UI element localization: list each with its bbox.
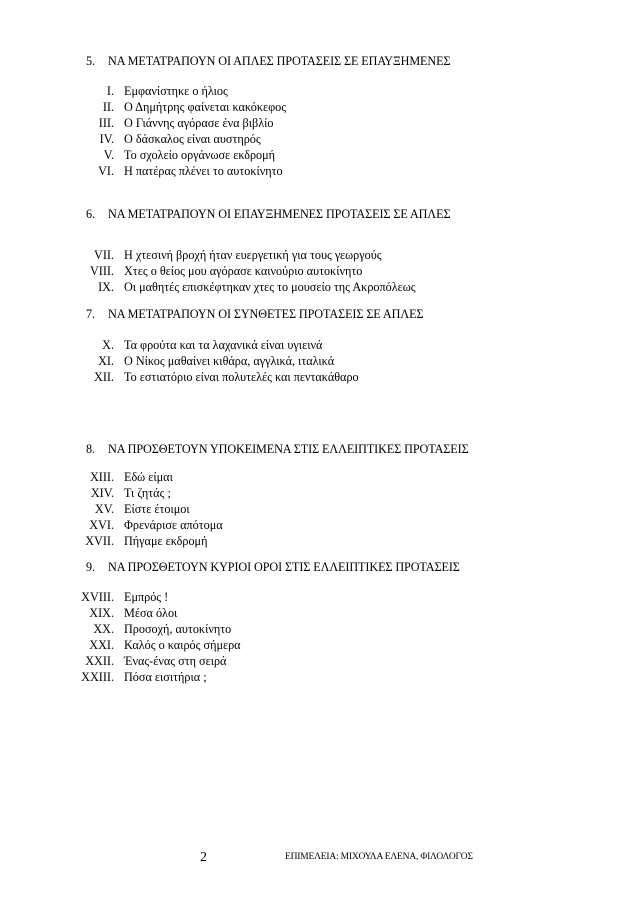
list-item xyxy=(0,369,359,385)
list-item xyxy=(0,637,241,653)
list-item xyxy=(0,131,261,147)
list-item xyxy=(0,469,173,485)
roman-numeral: XVIII. xyxy=(81,590,114,604)
roman-numeral: IX. xyxy=(98,280,114,294)
section-heading-7 xyxy=(86,307,423,322)
item-text: Εμφανίστηκε ο ήλιος xyxy=(124,84,228,98)
roman-numeral: XII. xyxy=(94,370,114,384)
footer-credit: ΕΠΙΜΕΛΕΙΑ: ΜΙΧΟΥΛΑ ΕΛΕΝΑ, ΦΙΛΟΛΟΓΟΣ xyxy=(285,852,473,862)
item-text: Τα φρούτα και τα λαχανικά είναι υγιεινά xyxy=(124,338,323,352)
roman-numeral: XIX. xyxy=(89,606,114,620)
section-title: ΝΑ ΠΡΟΣΘΕΤΟΥΝ ΚΥΡΙΟΙ ΟΡΟΙ ΣΤΙΣ ΕΛΛΕΙΠΤΙΚΕΣ ΠΡΟΤΑΣΕΙΣ xyxy=(108,560,460,574)
list-item xyxy=(0,337,322,353)
list-item xyxy=(0,533,207,549)
item-text: Το σχολείο οργάνωσε εκδρομή xyxy=(124,148,276,162)
item-text: Ο δάσκαλος είναι αυστηρός xyxy=(124,132,261,146)
section-heading-8 xyxy=(86,442,469,457)
roman-numeral: XX. xyxy=(93,622,114,636)
list-item xyxy=(0,517,223,533)
item-text: Το εστιατόριο είναι πολυτελές και πεντακάθαρο xyxy=(124,370,359,384)
item-text: Η χτεσινή βροχή ήταν ευεργετική για τους γεωργούς xyxy=(124,248,382,262)
section-heading-5 xyxy=(86,54,450,69)
section-number: 6. xyxy=(86,207,95,221)
item-text: Ο Γιάννης αγόρασε ένα βιβλίο xyxy=(124,116,274,130)
roman-numeral: XI. xyxy=(98,354,114,368)
item-text: Μέσα όλοι xyxy=(124,606,178,620)
item-text: Η πατέρας πλένει το αυτοκίνητο xyxy=(124,164,283,178)
list-item xyxy=(0,163,283,179)
item-text: Ο Νίκος μαθαίνει κιθάρα, αγγλικά, ιταλικά xyxy=(124,354,335,368)
list-item xyxy=(0,653,226,669)
roman-numeral: XV. xyxy=(94,502,114,516)
list-item xyxy=(0,501,190,517)
item-text: Χτες ο θείος μου αγόρασε καινούριο αυτοκίνητο xyxy=(124,264,363,278)
roman-numeral: I. xyxy=(106,84,114,98)
list-item xyxy=(0,263,362,279)
roman-numeral: VII. xyxy=(94,248,114,262)
section-heading-9 xyxy=(86,560,460,575)
list-item xyxy=(0,147,275,163)
list-item xyxy=(0,353,334,369)
list-item xyxy=(0,247,382,263)
item-text: Εμπρός ! xyxy=(124,590,169,604)
roman-numeral: XVII. xyxy=(85,534,114,548)
roman-numeral: XXI. xyxy=(89,638,114,652)
roman-numeral: XVI. xyxy=(89,518,114,532)
item-text: Είστε έτοιμοι xyxy=(124,502,190,516)
list-item xyxy=(0,589,168,605)
section-title: ΝΑ ΜΕΤΑΤΡΑΠΟΥΝ ΟΙ ΣΥΝΘΕΤΕΣ ΠΡΟΤΑΣΕΙΣ ΣΕ ΑΠΛΕΣ xyxy=(108,307,424,321)
roman-numeral: X. xyxy=(102,338,114,352)
section-title: ΝΑ ΜΕΤΑΤΡΑΠΟΥΝ ΟΙ ΕΠΑΥΞΗΜΕΝΕΣ ΠΡΟΤΑΣΕΙΣ ΣΕ ΑΠΛΕΣ xyxy=(108,207,451,221)
list-item xyxy=(0,115,274,131)
item-text: Ο Δημήτρης φαίνεται κακόκεφος xyxy=(124,100,287,114)
page-number: 2 xyxy=(200,850,207,865)
roman-numeral: XXIII. xyxy=(81,670,114,684)
item-text: Προσοχή, αυτοκίνητο xyxy=(124,622,232,636)
section-title: ΝΑ ΠΡΟΣΘΕΤΟΥΝ ΥΠΟΚΕΙΜΕΝΑ ΣΤΙΣ ΕΛΛΕΙΠΤΙΚΕΣ ΠΡΟΤΑΣΕΙΣ xyxy=(108,442,469,456)
list-item xyxy=(0,485,171,501)
list-item xyxy=(0,621,231,637)
section-heading-6 xyxy=(86,207,450,222)
section-number: 7. xyxy=(86,307,95,321)
list-item xyxy=(0,279,416,295)
roman-numeral: VI. xyxy=(98,164,114,178)
roman-numeral: III. xyxy=(98,116,114,130)
list-item xyxy=(0,605,177,621)
roman-numeral: IV. xyxy=(99,132,114,146)
section-number: 8. xyxy=(86,442,95,456)
roman-numeral: VIII. xyxy=(89,264,114,278)
roman-numeral: XIV. xyxy=(90,486,114,500)
section-title: ΝΑ ΜΕΤΑΤΡΑΠΟΥΝ ΟΙ ΑΠΛΕΣ ΠΡΟΤΑΣΕΙΣ ΣΕ ΕΠΑΥΞΗΜΕΝΕΣ xyxy=(108,54,451,68)
list-item xyxy=(0,99,286,115)
section-number: 5. xyxy=(86,54,95,68)
roman-numeral: XIII. xyxy=(89,470,114,484)
section-number: 9. xyxy=(86,560,95,574)
roman-numeral: XXII. xyxy=(85,654,114,668)
roman-numeral: II. xyxy=(102,100,114,114)
item-text: Πόσα εισιτήρια ; xyxy=(124,670,207,684)
roman-numeral: V. xyxy=(103,148,114,162)
list-item xyxy=(0,83,228,99)
item-text: Καλός ο καιρός σήμερα xyxy=(124,638,241,652)
item-text: Ένας-ένας στη σειρά xyxy=(124,654,227,668)
item-text: Φρενάρισε απότομα xyxy=(124,518,223,532)
item-text: Οι μαθητές επισκέφτηκαν χτες το μουσείο της Ακροπόλεως xyxy=(124,280,416,294)
list-item xyxy=(0,669,207,685)
item-text: Τι ζητάς ; xyxy=(124,486,171,500)
item-text: Πήγαμε εκδρομή xyxy=(124,534,208,548)
item-text: Εδώ είμαι xyxy=(124,470,173,484)
